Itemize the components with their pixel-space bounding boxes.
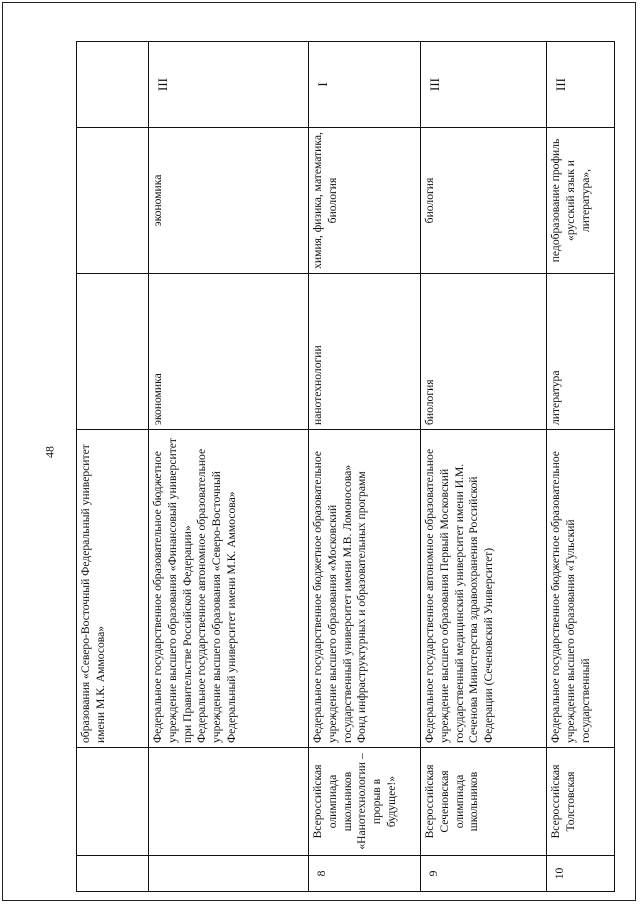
table-row bbox=[547, 42, 615, 892]
table-row bbox=[149, 42, 309, 892]
subjects-cell bbox=[77, 128, 149, 274]
row-number bbox=[77, 856, 149, 892]
page-number-text: 48 bbox=[42, 446, 57, 458]
level-cell: III bbox=[421, 42, 547, 128]
olympiad-table bbox=[76, 41, 615, 892]
profile-cell: литература bbox=[547, 274, 615, 430]
profile-cell bbox=[77, 274, 149, 430]
profile-cell: экономика bbox=[149, 274, 309, 430]
organizer-text: Федеральное государственное автономное образовательное учреждение высшего образования Первый Московский государственный медицинский университет имени И.М. Сеченова Министерства здравоохранения Российской Федерации (Сеченовский Университет) bbox=[423, 448, 496, 743]
organizer-text: Фонд инфраструктурных и образовательных программ bbox=[355, 471, 369, 743]
organizer-text: Федеральное государственное бюджетное образовательное учреждение высшего образования «Тульский государственный bbox=[549, 451, 592, 743]
table-row bbox=[77, 42, 149, 892]
profile-cell: нанотехнологии bbox=[309, 274, 421, 430]
row-number bbox=[149, 856, 309, 892]
organizer-text: Федеральное государственное автономное образовательное учреждение высшего образования «Северо-Восточный Федеральный университет имени М.К. Аммосова» bbox=[195, 448, 239, 743]
olympiad-table-rotated bbox=[76, 42, 614, 892]
olympiad-name: Всероссийская Толстовская bbox=[547, 748, 615, 856]
subjects-cell: экономика bbox=[149, 128, 309, 274]
organizers-cell bbox=[547, 430, 615, 748]
row-number: 8 bbox=[309, 856, 421, 892]
organizers-cell bbox=[421, 430, 547, 748]
olympiad-name: Всероссийская олимпиада школьников «Нанотехнологии – прорыв в будущее!» bbox=[309, 748, 421, 856]
table-row bbox=[309, 42, 421, 892]
organizer-text: Федеральное государственное образовательное бюджетное учреждение высшего образования «Финансовый университет при Правительстве Российской Федерации» bbox=[151, 438, 194, 743]
row-number: 9 bbox=[421, 856, 547, 892]
organizers-cell bbox=[77, 430, 149, 748]
profile-cell: биология bbox=[421, 274, 547, 430]
table-row bbox=[421, 42, 547, 892]
olympiad-name: Всероссийская Сеченовская олимпиада школьников bbox=[421, 748, 547, 856]
olympiad-name bbox=[77, 748, 149, 856]
subjects-cell: биология bbox=[421, 128, 547, 274]
row-number: 10 bbox=[547, 856, 615, 892]
level-cell bbox=[77, 42, 149, 128]
olympiad-name bbox=[149, 748, 309, 856]
subjects-cell: химия, физика, математика, биология bbox=[309, 128, 421, 274]
organizers-cell bbox=[149, 430, 309, 748]
olympiad-table-wrapper bbox=[76, 42, 614, 892]
organizer-text: Федеральное государственное бюджетное образовательное учреждение высшего образования «Московский государственный университет имени М.В. Ломоносова» bbox=[311, 451, 354, 743]
level-cell: I bbox=[309, 42, 421, 128]
organizer-text: образования «Северо-Восточный Федеральный университет имени М.К. Аммосова» bbox=[79, 444, 107, 743]
subjects-cell: педобразование профиль «русский язык и литература», bbox=[547, 128, 615, 274]
level-cell: III bbox=[547, 42, 615, 128]
organizers-cell bbox=[309, 430, 421, 748]
level-cell: III bbox=[149, 42, 309, 128]
